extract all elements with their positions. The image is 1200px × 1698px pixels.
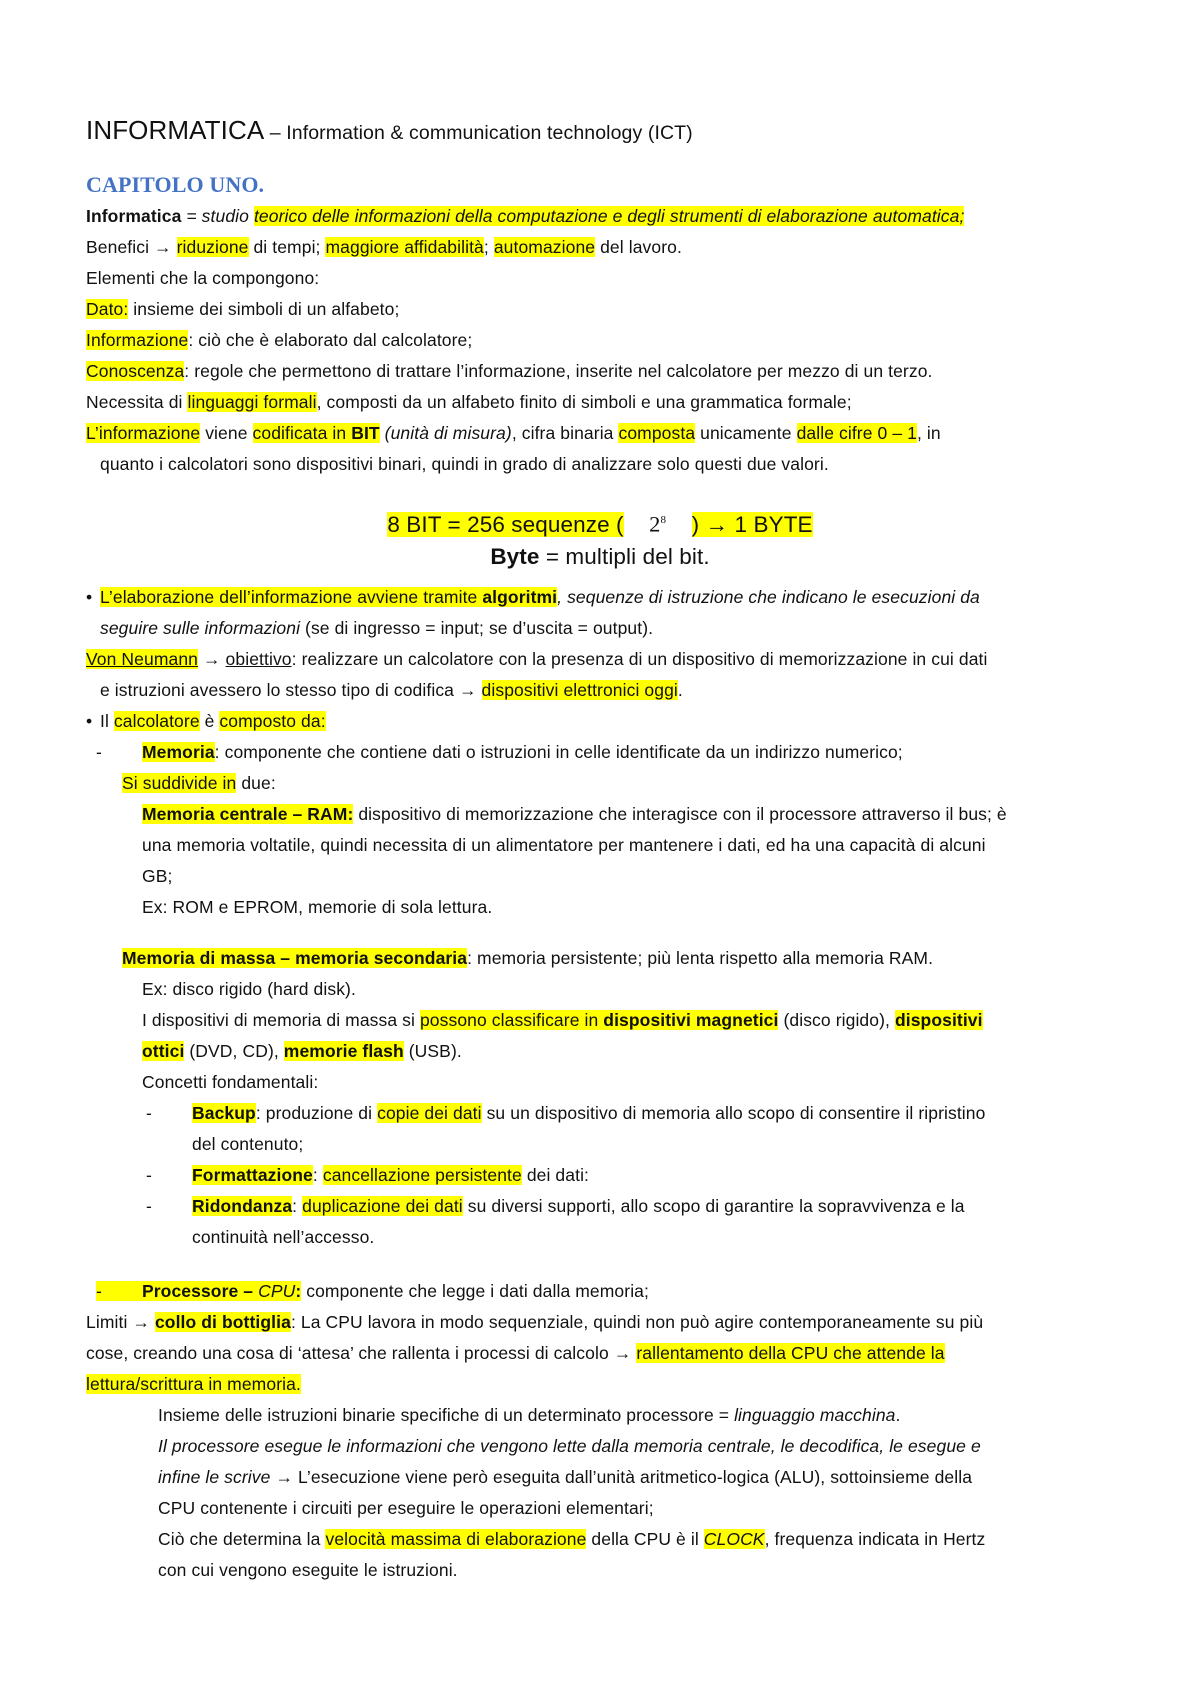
benefits-line: Benefici → riduzione di tempi; maggiore affidabilità; automazione del lavoro. [86,237,682,257]
list-item: - Backup: produzione di copie dei dati su un dispositivo di memoria allo scopo di consentire il ripristino [146,1103,986,1123]
text-line: GB; [142,866,173,886]
text-line: Memoria centrale – RAM: dispositivo di memorizzazione che interagisce con il processore attraverso il bus; è [142,804,1007,824]
text-line: seguire sulle informazioni (se di ingresso = input; se d’uscita = output). [100,618,654,638]
list-item: - Ridondanza: duplicazione dei dati su diversi supporti, allo scopo di garantire la sopravvivenza e la [146,1196,965,1216]
byte-definition: Byte = multipli del bit. [490,544,710,569]
text-line: con cui vengono eseguite le istruzioni. [158,1560,458,1580]
text-line: Concetti fondamentali: [142,1072,319,1092]
text-line: Ex: ROM e EPROM, memorie di sola lettura. [142,897,493,917]
list-item: • L’elaborazione dell’informazione avviene tramite algoritmi, sequenze di istruzione che indicano le esecuzioni da [86,587,980,607]
text-line: e istruzioni avessero lo stesso tipo di codifica → dispositivi elettronici oggi. [100,680,683,700]
text-line: Informazione: ciò che è elaborato dal calcolatore; [86,330,473,350]
text-line: Insieme delle istruzioni binarie specifiche di un determinato processore = linguaggio macchina. [158,1405,901,1425]
list-item: - Formattazione: cancellazione persistente dei dati: [146,1165,590,1185]
text-line: continuità nell’accesso. [192,1227,375,1247]
text-line: Dato: insieme dei simboli di un alfabeto; [86,299,400,319]
text-line: una memoria voltatile, quindi necessita di un alimentatore per mantenere i dati, ed ha una capacità di alcuni [142,835,986,855]
text-line: I dispositivi di memoria di massa si possono classificare in dispositivi magnetici (disco rigido), dispositivi [142,1010,983,1030]
text-line: L’informazione viene codificata in BIT (unità di misura), cifra binaria composta unicamente dalle cifre 0 – 1, in [86,423,941,443]
text-line: Il processore esegue le informazioni che vengono lette dalla memoria centrale, le decodifica, le esegue e [158,1436,981,1456]
text-line: Von Neumann → obiettivo: realizzare un calcolatore con la presenza di un dispositivo di memorizzazione in cui dati [86,649,988,669]
definition-line: Informatica = studio teorico delle informazioni della computazione e degli strumenti di elaborazione automatica; [86,206,965,226]
list-item: • Il calcolatore è composto da: [86,711,326,731]
text-line: infine le scrive → L’esecuzione viene però eseguita dall’unità aritmetico-logica (ALU), sottoinsieme della [158,1467,973,1487]
text-line: Ciò che determina la velocità massima di elaborazione della CPU è il CLOCK, frequenza indicata in Hertz [158,1529,986,1549]
bit-formula: 8 BIT = 256 sequenze ( $2^8$ ) → 1 BYTE [0,503,1200,542]
text-line: quanto i calcolatori sono dispositivi binari, quindi in grado di analizzare solo questi due valori. [100,454,829,474]
text-line: del contenuto; [192,1134,304,1154]
list-item: - Processore – CPU: componente che legge i dati dalla memoria; [96,1281,649,1301]
chapter-heading: CAPITOLO UNO. [86,172,265,197]
text-line: Ex: disco rigido (hard disk). [142,979,356,999]
text-line: lettura/scrittura in memoria. [86,1374,301,1394]
document-title: INFORMATICA – Information & communication technology (ICT) [86,115,693,145]
list-item: - Memoria: componente che contiene dati o istruzioni in celle identificate da un indirizzo numerico; [96,742,903,762]
text-line: Conoscenza: regole che permettono di trattare l’informazione, inserite nel calcolatore per mezzo di un terzo. [86,361,933,381]
text-line: Limiti → collo di bottiglia: La CPU lavora in modo sequenziale, quindi non può agire contemporaneamente su più [86,1312,984,1332]
text-line: ottici (DVD, CD), memorie flash (USB). [142,1041,462,1061]
text-line: Elementi che la compongono: [86,268,320,288]
text-line: Memoria di massa – memoria secondaria: memoria persistente; più lenta rispetto alla memoria RAM. [122,948,934,968]
text-line: CPU contenente i circuiti per eseguire le operazioni elementari; [158,1498,654,1518]
text-line: Necessita di linguaggi formali, composti da un alfabeto finito di simboli e una grammatica formale; [86,392,852,412]
text-line: cose, creando una cosa di ‘attesa’ che rallenta i processi di calcolo → rallentamento della CPU che attende la [86,1343,945,1363]
text-line: Si suddivide in due: [122,773,276,793]
